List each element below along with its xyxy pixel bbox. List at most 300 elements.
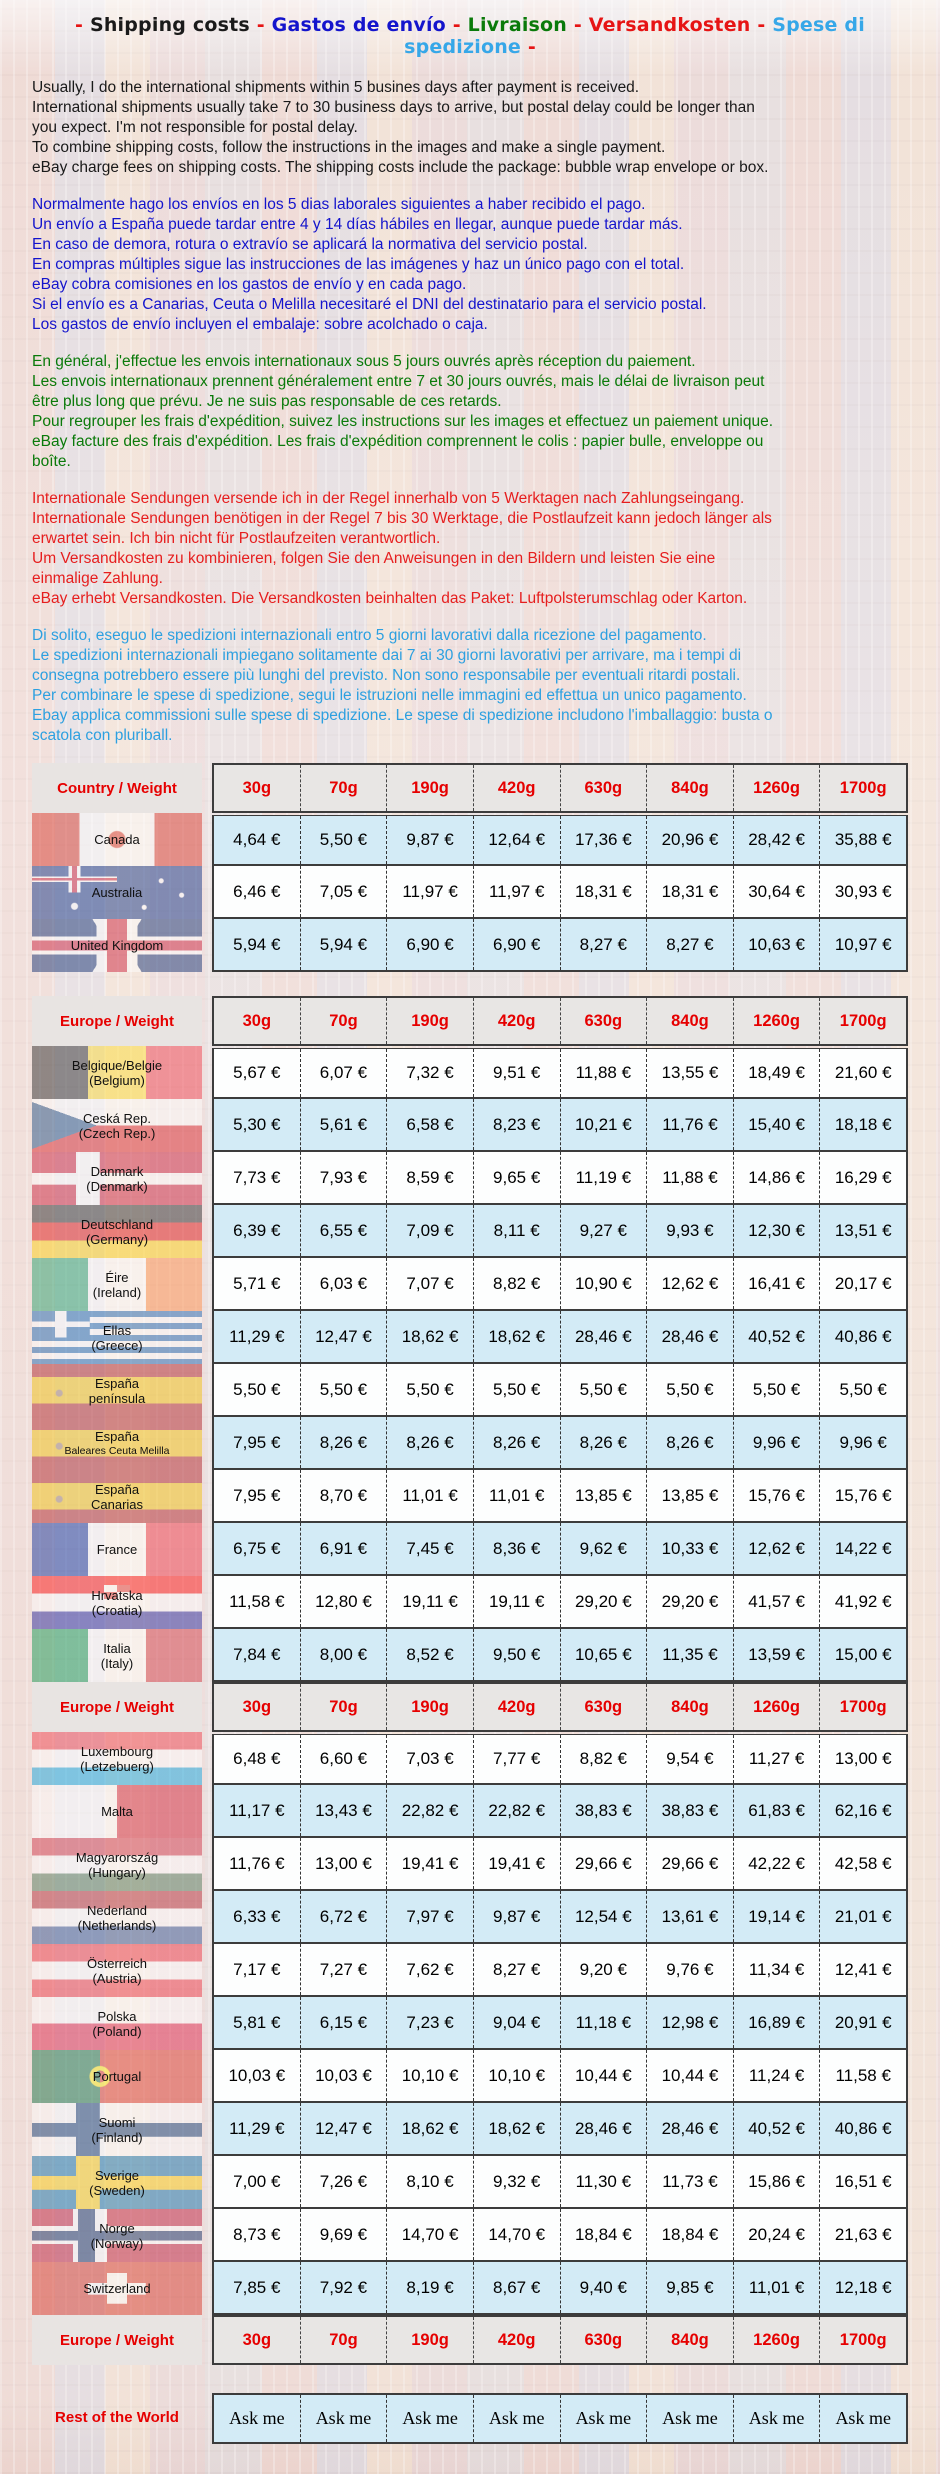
country-row-belgique-belgie-belgium [32,1046,908,1099]
price-cell: 5,50 € [300,816,387,864]
price-cell: 5,50 € [386,1364,473,1415]
country-name-line: Suomi [98,2114,136,2130]
price-cell: 7,17 € [233,1959,281,1979]
price-cell: 13,51 € [819,1205,906,1256]
country-row-australia [32,866,908,919]
rest-of-world-row [32,2391,908,2444]
intro-paragraph-german [32,489,908,609]
price-cell: 9,65 € [473,1152,560,1203]
price-cell: 17,36 € [560,816,647,864]
country-label-magyarorsz-g-hungary [32,1838,202,1891]
price-cell: 18,62 € [386,1311,473,1362]
price-grid [212,2050,908,2103]
price-cell: 38,83 € [646,1785,733,1836]
price-grid [212,1997,908,2050]
price-cell: 11,76 € [229,1853,285,1873]
price-cell: 5,94 € [300,919,387,970]
price-cell: 14,86 € [733,1152,820,1203]
price-cell: 14,22 € [819,1523,906,1574]
table-header-label: Europe / Weight [32,2315,202,2365]
shipping-table-1 [32,763,908,972]
price-cell: 9,04 € [473,1997,560,2048]
price-cell: 11,29 € [229,1326,285,1346]
price-cell: 29,20 € [646,1576,733,1627]
paragraph-line: Les envois internationaux prennent généralement entre 7 et 30 jours ouvrés, mais le délai de livraison peut [32,373,765,390]
weight-header-grid [212,2315,908,2365]
weight-header-420g: 420g [473,2317,560,2363]
price-grid [212,2209,908,2262]
title-segment: Gastos de envío [271,14,446,36]
paragraph-line: To combine shipping costs, follow the instructions in the images and make a single payment. [32,139,666,156]
price-cell: 14,70 € [386,2209,473,2260]
weight-header-630g: 630g [560,2317,647,2363]
price-cell: 7,77 € [473,1735,560,1783]
country-name-line: Italia [103,1640,131,1656]
table-header-label: Country / Weight [32,763,202,813]
paragraph-line: Si el envío es a Canarias, Ceuta o Melilla necesitaré el DNI del destinatario para el servicio postal. [32,296,707,313]
price-cell: 28,46 € [560,1311,647,1362]
paragraph-line: Um Versandkosten zu kombinieren, folgen Sie den Anweisungen in den Bildern und leisten Sie eine [32,550,716,567]
country-name [78,1903,157,1933]
country-label-canada [32,813,202,866]
country-name-line: Portugal [92,2069,142,2084]
price-cell: 11,76 € [646,1099,733,1150]
country-label-nederland-netherlands [32,1891,202,1944]
price-cell: 15,00 € [819,1629,906,1680]
shipping-table-2 [32,996,908,1682]
price-cell: 7,07 € [386,1258,473,1309]
paragraph-line: En compras múltiples sigue las instrucciones de las imágenes y haz un único pago con el total. [32,256,685,273]
price-cell: 8,82 € [473,1258,560,1309]
price-cell: 12,30 € [733,1205,820,1256]
price-cell: 18,31 € [646,866,733,917]
country-row-espa-a-canarias [32,1470,908,1523]
price-cell: 9,20 € [560,1944,647,1995]
price-cell: 13,00 € [819,1735,906,1783]
price-cell: 28,42 € [733,816,820,864]
country-name-line: España [94,1481,140,1497]
price-cell: 35,88 € [819,816,906,864]
country-label-hrvatska-croatia [32,1576,202,1629]
price-grid [212,1734,908,1785]
country-name-line: (Poland) [92,2023,142,2039]
paragraph-line: Internationale Sendungen benötigen in der Regel 7 bis 30 Werktage, die Postlaufzeit kann jedoch länger als [32,510,772,527]
price-cell: 11,88 € [646,1152,733,1203]
price-cell: 19,41 € [386,1838,473,1889]
price-cell: 11,17 € [229,1800,285,1820]
price-cell: 40,86 € [819,1311,906,1362]
price-grid [212,1417,908,1470]
price-grid [212,919,908,972]
price-cell: 38,83 € [560,1785,647,1836]
price-cell: 6,55 € [300,1205,387,1256]
price-cell: 16,51 € [819,2156,906,2207]
price-cell: 9,93 € [646,1205,733,1256]
title-segment: - [567,14,589,36]
ask-me-grid [212,2393,908,2444]
price-cell: 11,18 € [560,1997,647,2048]
price-cell: 8,10 € [386,2156,473,2207]
price-cell: 40,52 € [733,2103,820,2154]
weight-header-30g: 30g [242,1011,272,1030]
price-cell: 19,11 € [473,1576,560,1627]
country-name-line: Belgique/Belgie [71,1057,163,1073]
weight-header-1700g: 1700g [819,2317,906,2363]
price-cell: 10,10 € [473,2050,560,2101]
price-cell: 10,03 € [300,2050,387,2101]
price-cell: 5,50 € [733,1364,820,1415]
price-cell: 5,94 € [233,934,281,954]
price-cell: 8,67 € [473,2262,560,2313]
country-label-portugal [32,2050,202,2103]
table-header-row [32,763,908,813]
intro-paragraph-italian [32,626,908,746]
country-name-line: (Denmark) [86,1178,148,1194]
country-name [72,1058,162,1088]
price-cell: 8,70 € [300,1470,387,1521]
price-cell: 8,26 € [300,1417,387,1468]
price-cell: 11,34 € [733,1944,820,1995]
price-cell: 42,22 € [733,1838,820,1889]
country-name-line: Danmark [90,1163,144,1179]
country-name [97,1542,137,1557]
country-label-australia [32,866,202,919]
price-cell: 20,17 € [819,1258,906,1309]
price-cell: 6,39 € [233,1220,281,1240]
price-cell: 13,85 € [646,1470,733,1521]
country-row-switzerland [32,2262,908,2315]
country-label-espa-a-baleares-ceuta-melilla [32,1417,202,1470]
country-name-line: (Germany) [85,1231,149,1247]
country-name [86,1164,147,1194]
country-name-line: (Letzebuerg) [80,1758,154,1774]
weight-header-190g: 190g [386,998,473,1044]
price-cell: 28,46 € [646,1311,733,1362]
country-name-line: (Netherlands) [77,1917,157,1933]
price-cell: 8,26 € [473,1417,560,1468]
price-cell: 62,16 € [819,1785,906,1836]
country-name-line: Nederland [86,1902,147,1918]
country-row-portugal [32,2050,908,2103]
price-cell: 11,97 € [386,866,473,917]
price-grid [212,1048,908,1099]
country-name-line: (Ireland) [92,1284,142,1300]
price-cell: 11,35 € [646,1629,733,1680]
price-cell: 20,91 € [819,1997,906,2048]
price-cell: 12,62 € [646,1258,733,1309]
price-cell: 16,41 € [733,1258,820,1309]
shipping-tables [32,763,908,2444]
price-cell: 8,23 € [473,1099,560,1150]
country-row-ire-ireland [32,1258,908,1311]
country-label-united-kingdom [32,919,202,972]
country-row-sterreich-austria [32,1944,908,1997]
price-cell: 9,87 € [386,816,473,864]
price-cell: 5,50 € [560,1364,647,1415]
price-cell: 12,18 € [819,2262,906,2313]
table-header-row [32,1682,908,1732]
price-cell: 6,07 € [300,1049,387,1097]
weight-header-30g: 30g [242,778,272,797]
country-name-line: (Belgium) [89,1072,145,1088]
country-row-norge-norway [32,2209,908,2262]
country-name-line: España [94,1428,140,1444]
price-cell: 13,55 € [646,1049,733,1097]
price-grid [212,1944,908,1997]
price-grid [212,1576,908,1629]
price-grid [212,1785,908,1838]
price-cell: 18,62 € [473,1311,560,1362]
price-cell: 29,66 € [646,1838,733,1889]
price-cell: 7,84 € [233,1644,281,1664]
price-cell: 7,03 € [386,1735,473,1783]
weight-header-840g: 840g [646,2317,733,2363]
country-name [81,1217,153,1247]
country-row-espa-a-baleares-ceuta-melilla [32,1417,908,1470]
price-cell: 7,95 € [233,1432,281,1452]
intro-paragraph-english [32,78,908,178]
title-segment: Livraison [467,14,568,36]
country-label-luxembourg-letzebuerg [32,1732,202,1785]
table-header-label: Europe / Weight [32,996,202,1046]
country-row-espa-a-pen-nsula [32,1364,908,1417]
paragraph-line: Internationale Sendungen versende ich in der Regel innerhalb von 5 Werktagen nach Zahlungseingang. [32,490,745,507]
price-cell: 6,33 € [233,1906,281,1926]
price-cell: 29,66 € [560,1838,647,1889]
country-name [91,1323,142,1353]
ask-me-cell: Ask me [560,2395,647,2442]
price-cell: 10,10 € [386,2050,473,2101]
price-cell: 11,24 € [733,2050,820,2101]
weight-header-1700g: 1700g [819,765,906,811]
weight-header-420g: 420g [473,998,560,1044]
price-grid [212,1258,908,1311]
price-cell: 6,48 € [233,1749,281,1768]
ask-me-cell: Ask me [229,2408,285,2428]
country-row-canada [32,813,908,866]
price-grid [212,1523,908,1576]
price-cell: 7,73 € [233,1167,281,1187]
weight-header-1260g: 1260g [733,2317,820,2363]
price-cell: 6,90 € [386,919,473,970]
weight-header-70g: 70g [300,1684,387,1730]
price-cell: 12,80 € [300,1576,387,1627]
price-cell: 8,27 € [473,1944,560,1995]
country-label-norge-norway [32,2209,202,2262]
price-grid [212,1205,908,1258]
price-cell: 15,76 € [819,1470,906,1521]
price-cell: 8,82 € [560,1735,647,1783]
country-name [83,2281,150,2296]
paragraph-line: Un envío a España puede tardar entre 4 y 14 días hábiles en llegar, aunque puede tardar más. [32,216,683,233]
price-cell: 5,50 € [819,1364,906,1415]
price-grid [212,1891,908,1944]
country-name [92,885,143,900]
price-cell: 42,58 € [819,1838,906,1889]
paragraph-line: International shipments usually take 7 to 30 business days to arrive, but postal delay could be longer than [32,99,755,116]
price-cell: 4,64 € [233,830,281,849]
country-name-line: Hrvatska [91,1587,143,1603]
title-segment: Versandkosten [588,14,751,36]
country-row-danmark-denmark [32,1152,908,1205]
price-cell: 11,01 € [733,2262,820,2313]
paragraph-line: eBay cobra comisiones en los gastos de envío y en cada pago. [32,276,467,293]
country-label-cesk-rep-czech-rep [32,1099,202,1152]
price-cell: 11,88 € [560,1049,647,1097]
price-cell: 6,46 € [233,881,281,901]
price-cell: 6,72 € [300,1891,387,1942]
ask-me-cell: Ask me [646,2395,733,2442]
price-cell: 7,26 € [300,2156,387,2207]
weight-header-70g: 70g [300,998,387,1044]
paragraph-line: eBay charge fees on shipping costs. The shipping costs include the package: bubble wrap envelope or box. [32,159,769,176]
country-name-line: Canarias [90,1496,144,1512]
country-name-line: Österreich [87,1955,147,1971]
price-cell: 5,30 € [233,1114,281,1134]
price-cell: 7,95 € [233,1485,281,1505]
table-header-label: Europe / Weight [32,1682,202,1732]
country-name-line: Canada [94,832,140,847]
paragraph-line: Pour regrouper les frais d'expédition, suivez les instructions sur les images et effectuez un paiement unique. [32,413,774,430]
shipping-table-4 [32,2315,908,2365]
price-cell: 7,05 € [300,866,387,917]
country-label-danmark-denmark [32,1152,202,1205]
country-name [87,1956,147,1986]
country-name [101,1804,133,1819]
price-cell: 18,49 € [733,1049,820,1097]
intro-paragraph-spanish [32,195,908,335]
weight-header-630g: 630g [560,1684,647,1730]
country-name-line: Switzerland [83,2281,151,2296]
price-cell: 10,65 € [560,1629,647,1680]
price-grid [212,815,908,866]
country-name-line: (Sweden) [89,2182,145,2198]
paragraph-line: einmalige Zahlung. [32,570,163,587]
country-name-line: (Austria) [92,1970,142,1986]
weight-header-190g: 190g [386,765,473,811]
price-grid [212,1838,908,1891]
title-segment: - [75,14,90,36]
price-cell: 10,21 € [560,1099,647,1150]
country-row-suomi-finland [32,2103,908,2156]
title-segment: Shipping costs [89,14,250,36]
price-cell: 5,50 € [646,1364,733,1415]
price-cell: 10,33 € [646,1523,733,1574]
price-grid [212,1099,908,1152]
price-cell: 21,01 € [819,1891,906,1942]
price-grid [212,1629,908,1682]
weight-header-30g: 30g [242,2330,272,2349]
paragraph-line: eBay facture des frais d'expédition. Les frais d'expédition comprennent le colis : papier bulle, enveloppe ou [32,433,764,450]
country-name-line: (Hungary) [88,1864,146,1880]
country-label-ellas-greece [32,1311,202,1364]
title-segment: - [445,14,468,36]
price-cell: 11,27 € [733,1735,820,1783]
country-row-luxembourg-letzebuerg [32,1732,908,1785]
shipping-table-3 [32,1682,908,2315]
weight-header-1700g: 1700g [819,998,906,1044]
price-cell: 6,90 € [473,919,560,970]
price-cell: 8,59 € [386,1152,473,1203]
price-grid [212,1470,908,1523]
weight-header-30g: 30g [242,1697,272,1716]
price-cell: 18,84 € [646,2209,733,2260]
ask-me-cell: Ask me [473,2395,560,2442]
weight-header-840g: 840g [646,1684,733,1730]
country-name-line: (Greece) [91,1337,143,1353]
price-cell: 8,11 € [473,1205,560,1256]
price-cell: 8,36 € [473,1523,560,1574]
paragraph-line: Usually, I do the international shipments within 5 busines days after payment is received. [32,79,640,96]
price-cell: 8,52 € [386,1629,473,1680]
title-segment: Spese di spedizione [404,14,865,58]
price-cell: 13,61 € [646,1891,733,1942]
ask-me-cell: Ask me [386,2395,473,2442]
paragraph-line: Los gastos de envío incluyen el embalaje: sobre acolchado o caja. [32,316,488,333]
price-cell: 7,97 € [386,1891,473,1942]
country-name-line: (Norway) [90,2235,144,2251]
price-cell: 22,82 € [473,1785,560,1836]
price-cell: 9,40 € [560,2262,647,2313]
country-name [91,1482,143,1512]
price-cell: 7,23 € [386,1997,473,2048]
price-cell: 12,64 € [473,816,560,864]
country-label-espa-a-canarias [32,1470,202,1523]
weight-header-grid [212,996,908,1046]
price-cell: 5,50 € [233,1379,281,1399]
price-cell: 11,29 € [229,2118,285,2138]
country-label-deutschland-germany [32,1205,202,1258]
paragraph-line: Normalmente hago los envíos en los 5 dias laborales siguientes a haber recibido el pago. [32,196,646,213]
country-row-nederland-netherlands [32,1891,908,1944]
price-cell: 9,76 € [646,1944,733,1995]
price-grid [212,2262,908,2315]
country-row-united-kingdom [32,919,908,972]
country-label-switzerland [32,2262,202,2315]
paragraph-line: eBay erhebt Versandkosten. Die Versandkosten beinhalten das Paket: Luftpolsterumschlag oder Karton. [32,590,748,607]
paragraph-line: Ebay applica commissioni sulle spese di spedizione. Le spese di spedizione includono l'imballaggio: busta o [32,707,773,724]
country-row-italia-italy [32,1629,908,1682]
price-cell: 8,19 € [386,2262,473,2313]
country-label-espa-a-pen-nsula [32,1364,202,1417]
price-cell: 15,40 € [733,1099,820,1150]
price-grid [212,2103,908,2156]
price-cell: 7,93 € [300,1152,387,1203]
intro-paragraphs [32,78,908,746]
paragraph-line: Di solito, eseguo le spedizioni internazionali entro 5 giorni lavorativi dalla ricezione del pagamento. [32,627,707,644]
paragraph-line: erwartet sein. Ich bin nicht für Postlaufzeiten verantwortlich. [32,530,441,547]
price-cell: 15,76 € [733,1470,820,1521]
price-cell: 30,64 € [733,866,820,917]
weight-header-grid [212,1682,908,1732]
weight-header-1700g: 1700g [819,1684,906,1730]
country-row-polska-poland [32,1997,908,2050]
price-cell: 40,52 € [733,1311,820,1362]
price-cell: 18,84 € [560,2209,647,2260]
price-cell: 18,62 € [386,2103,473,2154]
price-cell: 20,24 € [733,2209,820,2260]
price-cell: 13,59 € [733,1629,820,1680]
country-name [76,1850,158,1880]
intro-paragraph-french [32,352,908,472]
price-cell: 9,54 € [646,1735,733,1783]
weight-header-70g: 70g [300,765,387,811]
price-grid [212,1152,908,1205]
price-cell: 8,26 € [386,1417,473,1468]
price-cell: 8,27 € [646,919,733,970]
country-name-line: península [88,1390,146,1406]
weight-header-840g: 840g [646,765,733,811]
